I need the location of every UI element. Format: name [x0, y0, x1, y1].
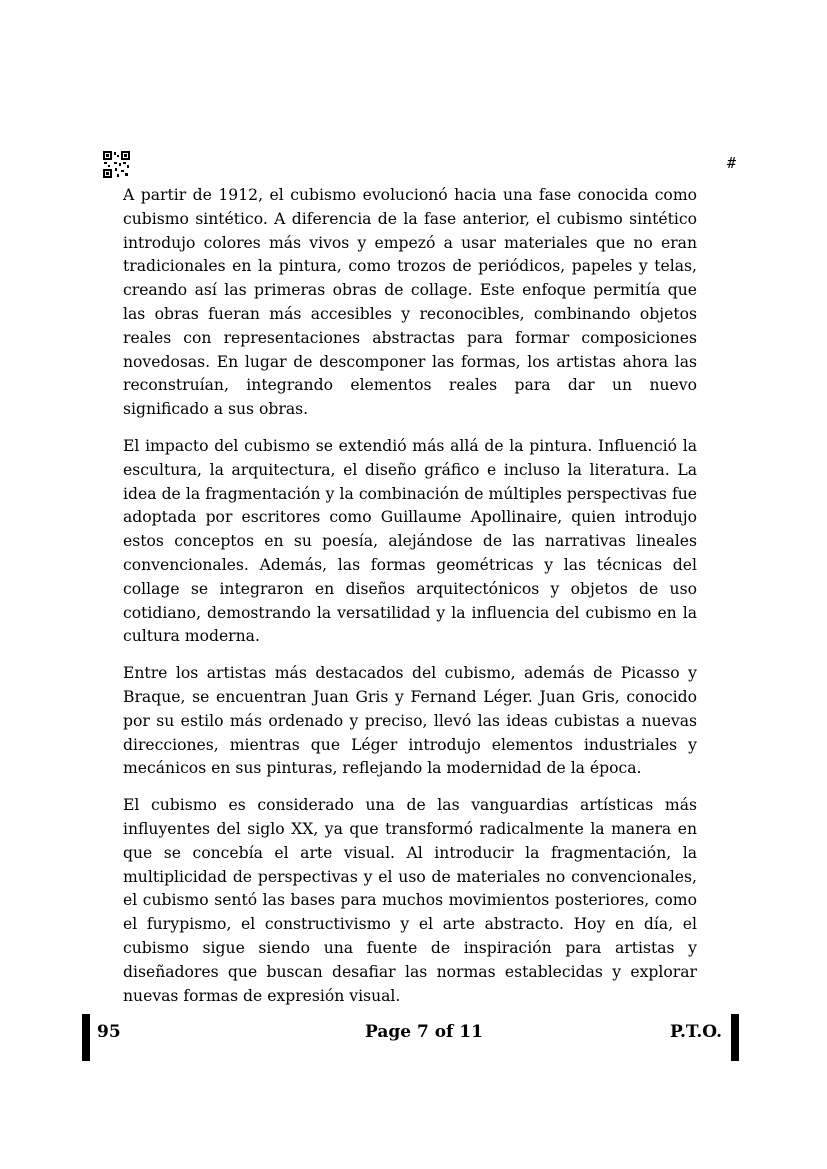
page-marker: #: [727, 154, 737, 172]
paragraph-1: A partir de 1912, el cubismo evolucionó hacia una fase conocida como cubismo sintético. A diferencia de la fase anterior, el cubismo sintético introdujo colores más vivos y empezó a usar materiales que no eran tradicionales en la pintura, como trozos de periódicos, papeles y telas, creando así las primeras obras de collage. Este enfoque permitía que las obras fueran más accesibles y reconocibles, combinando objetos reales con representaciones abstractas para formar composiciones novedosas. En lugar de descomponer las formas, los artistas ahora las reconstruían, integrando elementos reales para dar un nuevo significado a sus obras.: [123, 186, 697, 419]
article-body: [123, 184, 697, 1021]
footer-bar-left: [82, 1014, 90, 1061]
page-number: Page 7 of 11: [365, 1022, 483, 1042]
pto-label: P.T.O.: [670, 1022, 722, 1042]
paragraph-3: Entre los artistas más destacados del cubismo, además de Picasso y Braque, se encuentran Juan Gris y Fernand Léger. Juan Gris, conocido por su estilo más ordenado y preciso, llevó las ideas cubistas a nuevas direcciones, mientras que Léger introdujo elementos industriales y mecánicos en sus pinturas, reflejando la modernidad de la época.: [123, 664, 697, 778]
qr-code-icon: [103, 151, 130, 178]
paper-code: 95: [97, 1022, 121, 1042]
paragraph-4: El cubismo es considerado una de las vanguardias artísticas más influyentes del siglo XX, ya que transformó radicalmente la manera en que se concebía el arte visual. Al introducir la fragmentación, la multiplicidad de perspectivas y el uso de materiales no convencionales, el cubismo sentó las bases para muchos movimientos posteriores, como el furурismo, el constructivismo y el arte abstracto. Hoy en día, el cubismo sigue siendo una fuente de inspiración para artistas y diseñadores que buscan desafiar las normas establecidas y explorar nuevas formas de expresión visual.: [123, 796, 697, 1005]
paragraph-2: El impacto del cubismo se extendió más allá de la pintura. Influenció la escultura, la arquitectura, el diseño gráfico e incluso la literatura. La idea de la fragmentación y la combinación de múltiples perspectivas fue adoptada por escritores como Guillaume Apollinaire, quien introdujo estos conceptos en su poesía, alejándose de las narrativas lineales convencionales. Además, las formas geométricas y las técnicas del collage se integraron en diseños arquitectónicos y objetos de uso cotidiano, demostrando la versatilidad y la influencia del cubismo en la cultura moderna.: [123, 436, 697, 646]
footer-bar-right: [731, 1014, 739, 1061]
